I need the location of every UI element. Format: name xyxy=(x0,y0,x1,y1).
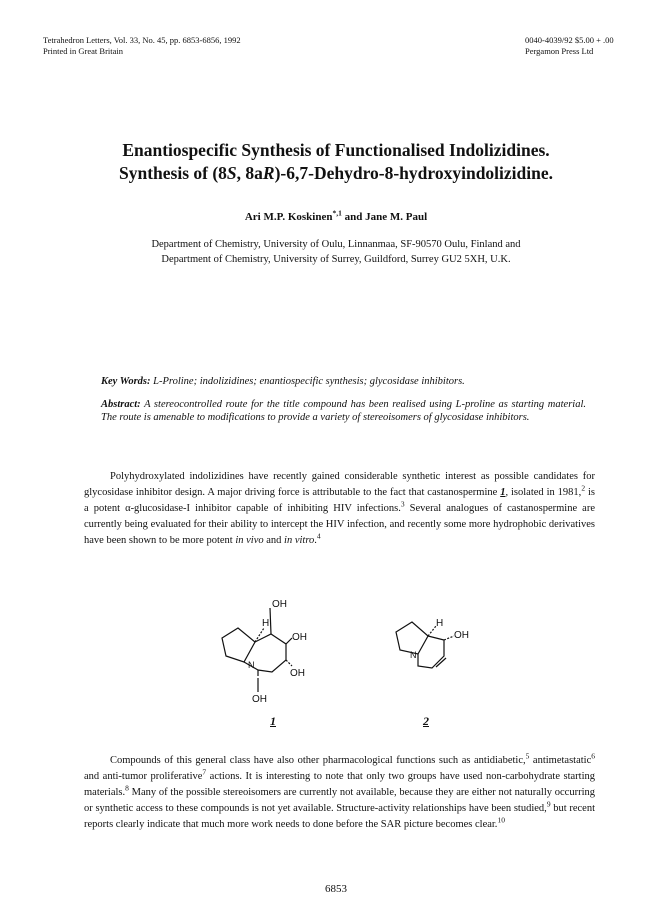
publisher-name: Pergamon Press Ltd xyxy=(525,46,594,56)
keywords xyxy=(101,375,586,388)
paragraph-intro: Polyhydroxylated indolizidines have recently gained considerable synthetic interest as possible candidates for glycosidase inhibitor design. A major driving force is attributable to the fact that castanospermine 1, isolated in 1981,$^2$ is a potent α-glucosidase-I inhibitor capable of inhibiting HIV infections.$^3$ Several analogues of castanospermine are currently being evaluated for their ability to intercept the HIV infection, and recently some more hydrophobic derivatives have been shown to be more potent in vivo and in vitro.$^4$ xyxy=(84,471,595,546)
title-line-1: Enantiospecific Synthesis of Functionalised Indolizidines. xyxy=(122,140,550,160)
abstract-label: Abstract: xyxy=(101,399,141,410)
author-koskinen: Ari M.P. Koskinen xyxy=(244,211,333,223)
author-line: Ari M.P. Koskinen$^{*,1}$ and Jane M. Paul xyxy=(244,208,428,223)
abstract xyxy=(101,398,586,424)
keywords-label: Key Words: xyxy=(101,376,151,387)
affiliation-surrey: Department of Chemistry, University of Surrey, Guildford, Surrey GU2 5XH, U.K. xyxy=(161,254,511,265)
author-mark: *,1 xyxy=(332,208,342,218)
n-label-2: N xyxy=(410,650,417,660)
compound-label-1: 1 xyxy=(270,714,276,728)
printed-location: Printed in Great Britain xyxy=(43,46,124,56)
compound-ref-1: 1 xyxy=(500,487,506,498)
h-label-2: H xyxy=(436,618,444,629)
author-paul: Jane M. Paul xyxy=(365,211,428,223)
journal-citation: Tetrahedron Letters, Vol. 33, No. 45, pp. 6853-6856, 1992 xyxy=(43,35,241,45)
oh-label-2: OH xyxy=(454,630,469,641)
h-label-1: H xyxy=(262,618,270,629)
oh-top-label: OH xyxy=(272,599,287,610)
keywords-text: L-Proline; indolizidines; enantiospecific synthesis; glycosidase inhibitors. xyxy=(150,376,465,387)
journal-header xyxy=(43,35,241,57)
oh-lower-label: OH xyxy=(290,668,305,679)
title-line-2: Synthesis of (8S, 8aR)-6,7-Dehydro-8-hydroxyindolizidine. xyxy=(118,163,553,183)
compound-label-2: 2 xyxy=(423,714,429,728)
oh-right-label: OH xyxy=(292,632,307,643)
structure-1 xyxy=(222,608,292,692)
affiliation-oulu: Department of Chemistry, University of Oulu, Linnanmaa, SF-90570 Oulu, Finland and xyxy=(151,239,521,250)
publisher-header xyxy=(525,35,614,57)
abstract-text: A stereocontrolled route for the title compound has been realised using L-proline as starting material. The route is amenable to modifications to provide a variety of stereoisomers of glycosidase inhibitors. xyxy=(101,399,586,423)
paragraph-pharmacology: Compounds of this general class have also other pharmacological functions such as antidiabetic,$^5$ antimetastatic$^6$ and anti-tumor proliferative$^7$ actions. It is interesting to note that only two groups have used non-carbohydrate starting materials.$^8$ Many of the possible stereoisomers are currently not available, because they are either not naturally occurring or synthetic access to these compounds is not yet available. Structure-activity relationships have been studied,$^9$ but recent reports clearly indicate that much more work needs to done before the SAR picture becomes clear.$^{10}$ xyxy=(84,751,596,830)
oh-bottom-label: OH xyxy=(252,694,267,705)
page-number: 6853 xyxy=(325,883,347,895)
n-label-1: N xyxy=(248,660,255,670)
structure-2 xyxy=(396,622,454,668)
chemical-structures xyxy=(200,590,500,740)
article-code: 0040-4039/92 $5.00 + .00 xyxy=(525,35,614,45)
